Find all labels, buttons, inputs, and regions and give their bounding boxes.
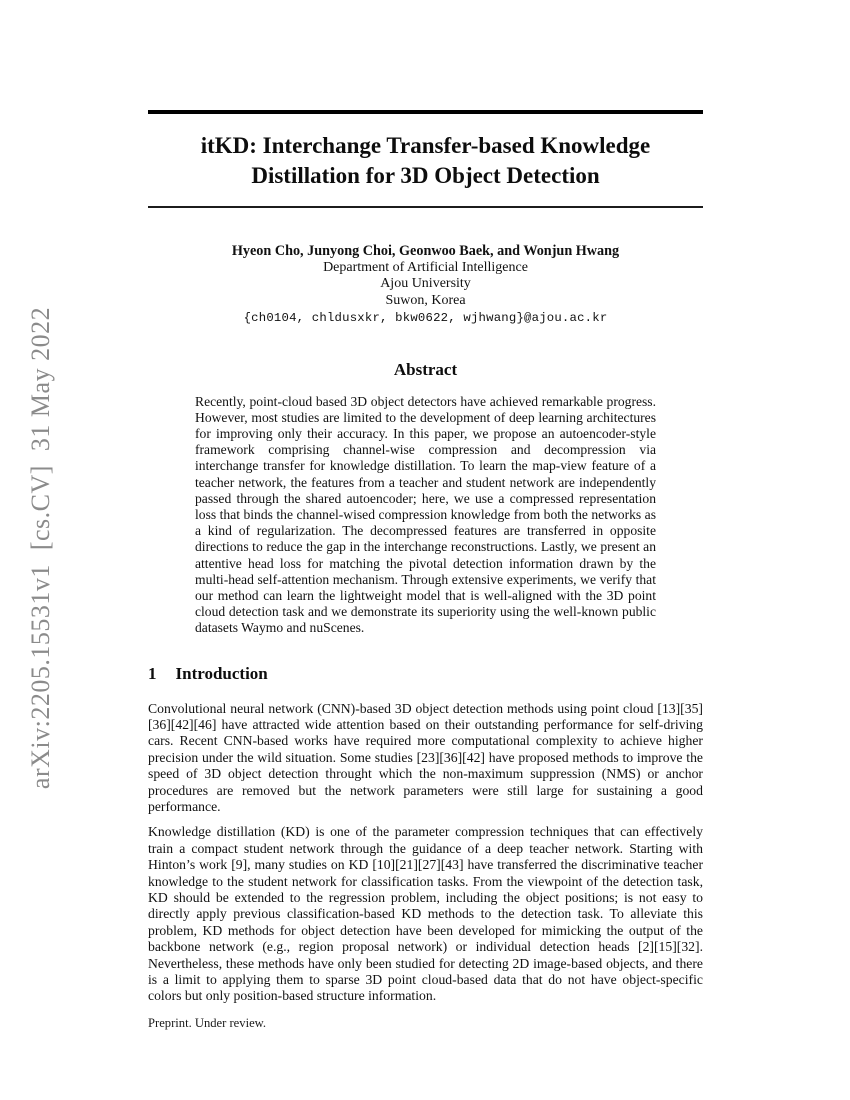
paper-title-line1: itKD: Interchange Transfer-based Knowledge bbox=[200, 133, 651, 158]
title-rule-top bbox=[148, 110, 703, 114]
arxiv-watermark: arXiv:2205.15531v1 [cs.CV] 31 May 2022 bbox=[26, 306, 55, 790]
author-university: Ajou University bbox=[380, 276, 471, 291]
section-title: Introduction bbox=[175, 663, 268, 683]
abstract-text: Recently, point-cloud based 3D object detectors have achieved remarkable progress. However, most studies are limited to the development of deep learning architectures for improving only their accuracy. In this paper, we propose an autoencoder-style framework comprising channel-wise compression and decompression via interchange transfer for knowledge distillation. To learn the map-view feature of a teacher network, the features from a teacher and student network are independently passed through the shared autoencoder; here, we use a compressed representation loss that binds the channel-wised compression knowledge from both the networks as a kind of regularization. The decompressed features are transferred in opposite directions to reduce the gap in the interchange reconstructions. Lastly, we present an attentive head loss for matching the pivotal detection information drawn by the multi-head self-attention mechanism. Through extensive experiments, we verify that our method can learn the lightweight model that is well-aligned with the 3D point cloud detection task and we demonstrate its superiority using the well-known public datasets Waymo and nuScenes. bbox=[195, 393, 656, 636]
section-heading-introduction bbox=[148, 664, 703, 684]
introduction-paragraph-1: Convolutional neural network (CNN)-based 3D object detection methods using point cloud [13][35][36][42][46] have attracted wide attention based on their outstanding performance for self-driving cars. Recent CNN-based works have required more computational complexity to achieve higher precision under the wild situation. Some studies [23][36][42] have proposed methods to improve the speed of 3D object detection throught which the non-maximum suppression (NMS) or anchor procedures are removed but the network parameters were still large for sustaining a good performance. bbox=[148, 700, 703, 814]
title-rule-bottom bbox=[148, 206, 703, 208]
author-names: Hyeon Cho, Junyong Choi, Geonwoo Baek, and Wonjun Hwang bbox=[231, 243, 620, 259]
paper-title bbox=[148, 131, 703, 191]
introduction-paragraph-2: Knowledge distillation (KD) is one of the parameter compression techniques that can effectively train a compact student network through the guidance of a deep teacher network. Starting with Hinton’s work [9], many studies on KD [10][21][27][43] have transferred the discriminative teacher knowledge to the student network for classification tasks. From the viewpoint of the detection task, KD should be extended to the regression problem, including the object positions; is not easy to directly apply previous classification-based KD methods to the detection task. To alleviate this problem, KD methods for object detection have been developed for mimicking the output of the backbone network (e.g., region proposal network) or individual detection heads [2][15][32]. Nevertheless, these methods have only been studied for detecting 2D image-based objects, and there is a limit to applying them to sparse 3D point cloud-based data that do not have object-specific colors but only position-based structure information. bbox=[148, 824, 703, 1004]
preprint-footer-note: Preprint. Under review. bbox=[148, 1016, 267, 1030]
author-emails: {ch0104, chldusxkr, bkw0622, wjhwang}@ajou.ac.kr bbox=[243, 311, 608, 325]
author-block bbox=[148, 243, 703, 327]
author-location: Suwon, Korea bbox=[385, 292, 466, 308]
paper-title-line2: Distillation for 3D Object Detection bbox=[251, 163, 600, 188]
paper-content bbox=[148, 0, 703, 1005]
author-department: Department of Artificial Intelligence bbox=[323, 259, 528, 275]
abstract-heading: Abstract bbox=[393, 359, 458, 379]
section-number: 1 bbox=[148, 663, 157, 683]
